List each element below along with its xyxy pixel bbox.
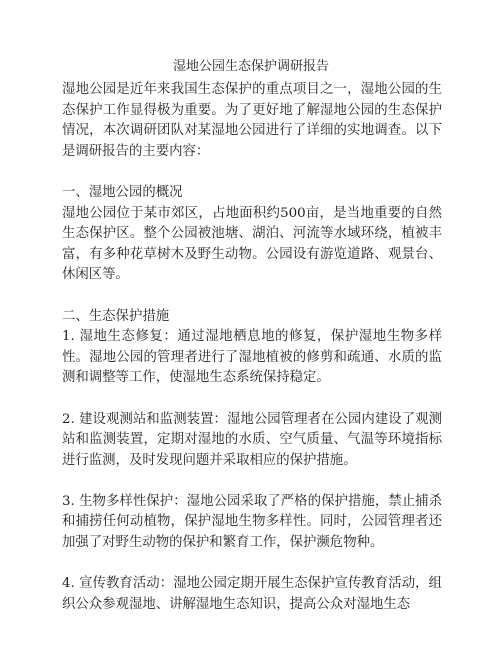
paragraph-gap [62,389,442,410]
measure-item-4: 4. 宣传教育活动：湿地公园定期开展生态保护宣传教育活动，组织公众参观湿地、讲解湿地生态知识，提高公众对湿地生态 [62,576,442,612]
paragraph-gap [62,471,442,492]
report-title: 湿地公园生态保护调研报告 [172,59,329,74]
paragraph-gap [62,286,442,307]
report-body [62,80,442,615]
measure-item-2: 2. 建设观测站和监测装置：湿地公园管理者在公园内建设了观测站和监测装置，定期对湿地的水质、空气质量、气温等环境指标进行监测，及时发现问题并采取相应的保护措施。 [62,411,442,468]
measure-item-3: 3. 生物多样性保护：湿地公园采取了严格的保护措施，禁止捕杀和捕捞任何动植物，保护湿地生物多样性。同时，公园管理者还加强了对野生动物的保护和繁育工作，保护濒危物种。 [62,493,442,551]
section1-heading: 一、湿地公园的概况 [62,184,183,200]
paragraph-gap [62,162,442,183]
measure-item-1: 1. 湿地生态修复：通过湿地栖息地的修复，保护湿地生物多样性。湿地公园的管理者进行了湿地植被的修剪和疏通、水质的监测和调整等工作，使湿地生态系统保持稳定。 [62,329,442,386]
paragraph-gap [62,554,442,575]
section1-paragraph: 湿地公园位于某市郊区，占地面积约500亩，是当地重要的自然生态保护区。整个公园被池塘、湖泊、河流等水域环绕，植被丰富，有多种花草树木及野生动物。公园设有游览道路、观景台、休闲区等。 [62,205,442,283]
intro-paragraph: 湿地公园是近年来我国生态保护的重点项目之一，湿地公园的生态保护工作显得极为重要。为了更好地了解湿地公园的生态保护情况，本次调研团队对某湿地公园进行了详细的实地调查。以下是调研报告的主要内容： [62,82,442,159]
section2-heading: 二、生态保护措施 [62,308,170,324]
